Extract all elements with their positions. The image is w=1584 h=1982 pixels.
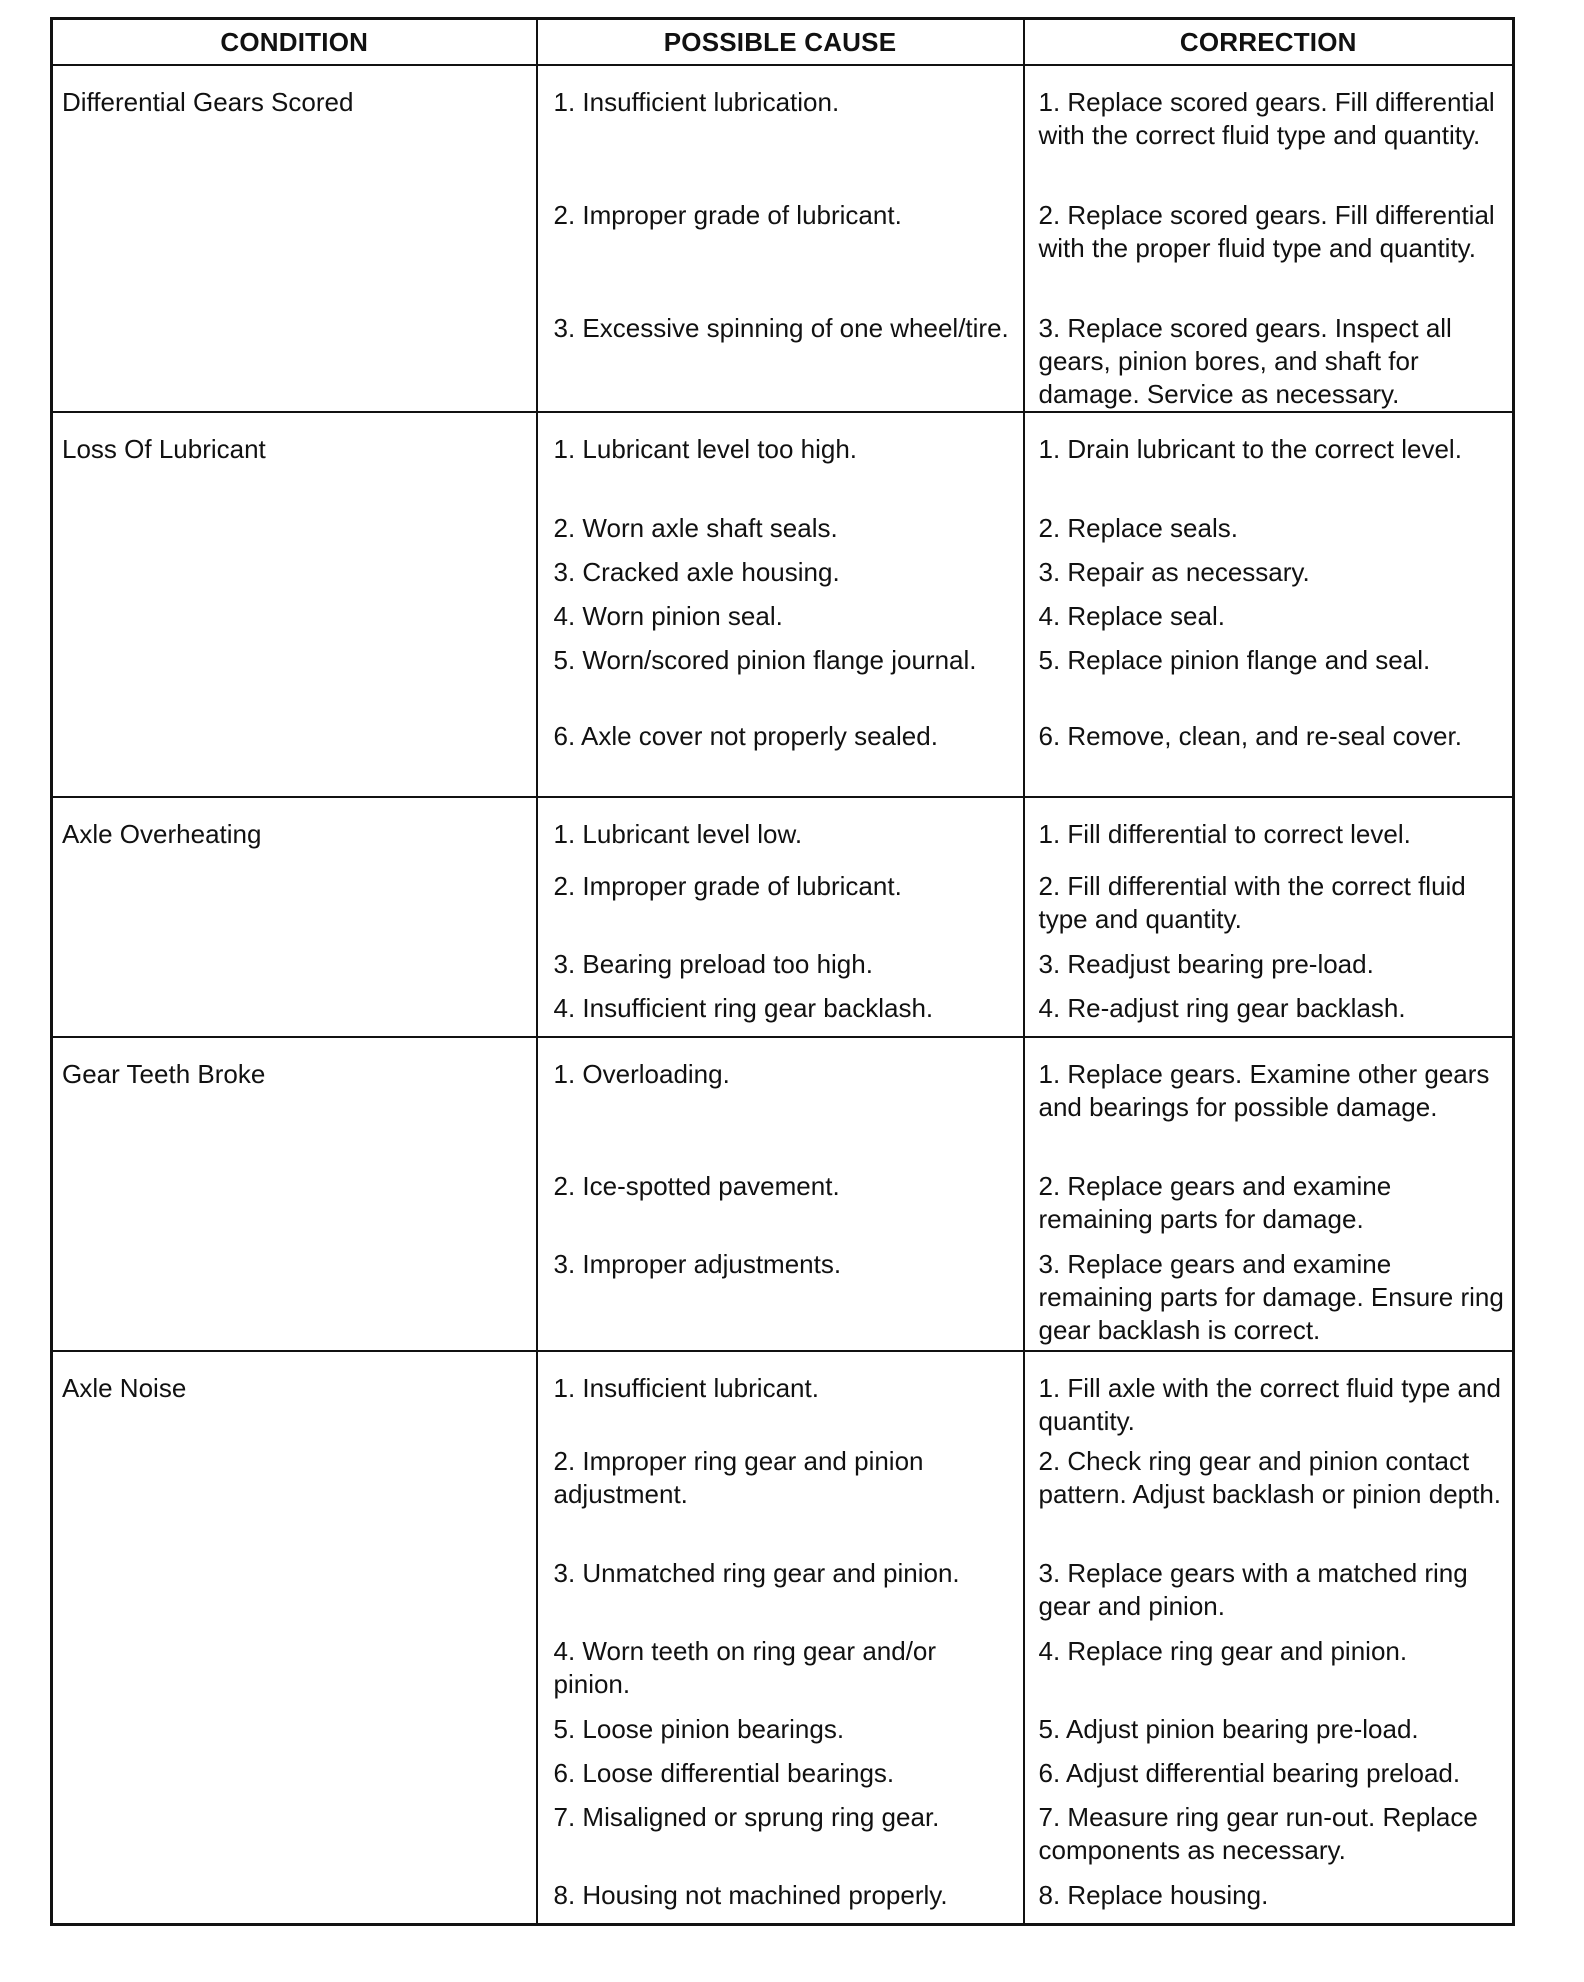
possible-cause-cell: 4. Worn teeth on ring gear and/or pinion. [537,1628,1024,1706]
condition-cell: Gear Teeth Broke [52,1037,537,1351]
possible-cause-cell: 2. Improper grade of lubricant. [537,191,1024,304]
correction-cell: 1. Fill axle with the correct fluid type and quantity. [1024,1351,1514,1438]
correction-cell: 7. Measure ring gear run-out. Replace components as necessary. [1024,1794,1514,1872]
header-row [52,19,1514,66]
correction-cell: 2. Replace seals. [1024,505,1514,549]
possible-cause-cell: 1. Lubricant level too high. [537,412,1024,505]
correction-cell: 4. Replace seal. [1024,593,1514,637]
possible-cause-cell: 1. Insufficient lubrication. [537,65,1024,191]
correction-cell: 5. Adjust pinion bearing pre-load. [1024,1706,1514,1750]
correction-cell: 5. Replace pinion flange and seal. [1024,637,1514,713]
correction-cell: 3. Replace gears with a matched ring gear and pinion. [1024,1550,1514,1628]
correction-cell: 3. Replace gears and examine remaining parts for damage. Ensure ring gear backlash is correct. [1024,1241,1514,1351]
table-row [52,65,1514,191]
possible-cause-header: POSSIBLE CAUSE [537,19,1024,66]
correction-cell: 1. Drain lubricant to the correct level. [1024,412,1514,505]
possible-cause-cell: 7. Misaligned or sprung ring gear. [537,1794,1024,1872]
possible-cause-cell: 4. Insufficient ring gear backlash. [537,985,1024,1037]
possible-cause-cell: 1. Lubricant level low. [537,797,1024,863]
condition-cell: Axle Noise [52,1351,537,1925]
correction-cell: 2. Replace gears and examine remaining parts for damage. [1024,1163,1514,1241]
condition-cell: Loss Of Lubricant [52,412,537,797]
possible-cause-cell: 5. Worn/scored pinion flange journal. [537,637,1024,713]
possible-cause-cell: 2. Improper grade of lubricant. [537,863,1024,941]
possible-cause-cell: 3. Unmatched ring gear and pinion. [537,1550,1024,1628]
possible-cause-cell: 1. Insufficient lubricant. [537,1351,1024,1438]
correction-cell: 4. Re-adjust ring gear backlash. [1024,985,1514,1037]
possible-cause-cell: 8. Housing not machined properly. [537,1872,1024,1925]
possible-cause-cell: 6. Axle cover not properly sealed. [537,713,1024,797]
possible-cause-cell: 3. Excessive spinning of one wheel/tire. [537,304,1024,412]
correction-header: CORRECTION [1024,19,1514,66]
possible-cause-cell: 4. Worn pinion seal. [537,593,1024,637]
correction-cell: 6. Adjust differential bearing preload. [1024,1750,1514,1794]
correction-cell: 3. Repair as necessary. [1024,549,1514,593]
possible-cause-cell: 3. Cracked axle housing. [537,549,1024,593]
table-row [52,412,1514,505]
diagnosis-table [50,17,1515,1926]
table-row [52,797,1514,863]
table-row [52,1351,1514,1438]
condition-header: CONDITION [52,19,537,66]
table-row [52,1037,1514,1163]
possible-cause-cell: 2. Ice-spotted pavement. [537,1163,1024,1241]
correction-cell: 1. Replace scored gears. Fill differential with the correct fluid type and quantity. [1024,65,1514,191]
possible-cause-cell: 3. Improper adjustments. [537,1241,1024,1351]
correction-cell: 4. Replace ring gear and pinion. [1024,1628,1514,1706]
correction-cell: 1. Fill differential to correct level. [1024,797,1514,863]
correction-cell: 2. Fill differential with the correct fluid type and quantity. [1024,863,1514,941]
correction-cell: 3. Replace scored gears. Inspect all gears, pinion bores, and shaft for damage. Service as necessary. [1024,304,1514,412]
correction-cell: 8. Replace housing. [1024,1872,1514,1925]
correction-cell: 3. Readjust bearing pre-load. [1024,941,1514,985]
correction-cell: 2. Check ring gear and pinion contact pattern. Adjust backlash or pinion depth. [1024,1438,1514,1550]
condition-cell: Axle Overheating [52,797,537,1037]
possible-cause-cell: 2. Worn axle shaft seals. [537,505,1024,549]
correction-cell: 2. Replace scored gears. Fill differential with the proper fluid type and quantity. [1024,191,1514,304]
correction-cell: 6. Remove, clean, and re-seal cover. [1024,713,1514,797]
possible-cause-cell: 1. Overloading. [537,1037,1024,1163]
possible-cause-cell: 2. Improper ring gear and pinion adjustment. [537,1438,1024,1550]
possible-cause-cell: 6. Loose differential bearings. [537,1750,1024,1794]
condition-cell: Differential Gears Scored [52,65,537,412]
table-body [52,65,1514,1925]
possible-cause-cell: 5. Loose pinion bearings. [537,1706,1024,1750]
correction-cell: 1. Replace gears. Examine other gears and bearings for possible damage. [1024,1037,1514,1163]
possible-cause-cell: 3. Bearing preload too high. [537,941,1024,985]
